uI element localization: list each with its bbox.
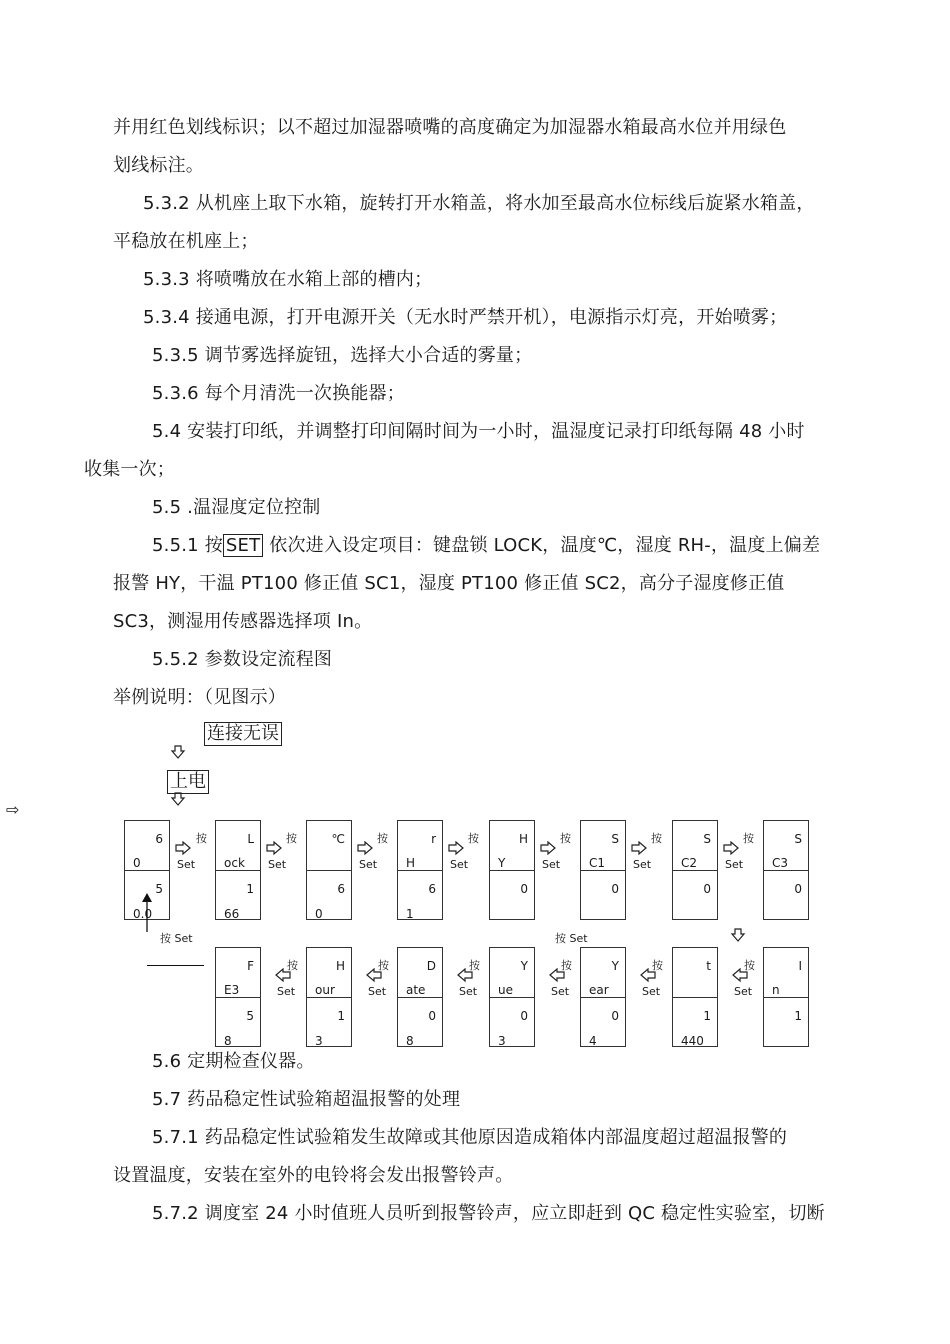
set-label: Set — [459, 985, 478, 998]
cell-bottom-value: 5 — [246, 1009, 254, 1023]
cell-top-suffix: ue — [498, 983, 513, 997]
paragraph-line: 报警 HY，干温 PT100 修正值 SC1，湿度 PT100 修正值 SC2，高分子湿度修正值 — [113, 573, 785, 594]
set-label: Set — [177, 858, 196, 871]
cell-top-code: L — [247, 832, 254, 846]
set-key-label: SET — [223, 534, 263, 557]
cell-bottom-suffix: 440 — [681, 1034, 704, 1048]
cell-bottom-value: 5 — [155, 882, 163, 896]
cell-bottom-suffix: 4 — [589, 1034, 597, 1048]
cell-top-suffix: our — [315, 983, 335, 997]
row2-display-cell — [215, 947, 261, 1047]
set-label: Set — [734, 985, 753, 998]
cell-bottom-suffix: 0 — [315, 907, 323, 921]
row1-display-cell — [580, 820, 626, 920]
section-5-3-4: 5.3.4 接通电源，打开电源开关（无水时严禁开机），电源指示灯亮，开始喷雾； — [143, 307, 788, 328]
section-5-3-5: 5.3.5 调节雾选择旋钮，选择大小合适的雾量； — [152, 345, 533, 366]
row1-display-cell — [672, 820, 718, 920]
cell-bottom-suffix: 8 — [406, 1034, 414, 1048]
cell-top-suffix: Y — [498, 856, 506, 870]
cell-bottom-suffix: 0.0 — [133, 907, 153, 921]
example-caption: 举例说明：（见图示） — [113, 687, 286, 708]
section-5-4: 5.4 安装打印纸，并调整打印间隔时间为一小时，温湿度记录打印纸每隔 48 小时 — [152, 421, 805, 442]
cell-bottom-value: 0 — [428, 1009, 436, 1023]
section-5-3-2: 5.3.2 从机座上取下水箱，旋转打开水箱盖，将水加至最高水位标线后旋紧水箱盖， — [143, 193, 815, 214]
right-arrow-icon — [540, 841, 557, 856]
cell-top-suffix: ate — [406, 983, 426, 997]
cell-bottom-value: 0 — [520, 1009, 528, 1023]
right-arrow-icon — [631, 841, 648, 856]
cell-bottom-suffix: 3 — [498, 1034, 506, 1048]
cell-top-suffix: 0 — [133, 856, 141, 870]
row2-display-cell — [489, 947, 535, 1047]
paragraph-line: 平稳放在机座上； — [113, 231, 259, 252]
cell-bottom-value: 1 — [703, 1009, 711, 1023]
paragraph-line: 划线标注。 — [113, 155, 204, 176]
cell-top-code: S — [794, 832, 802, 846]
right-arrow-icon — [448, 841, 465, 856]
press-label: 按 — [469, 959, 480, 972]
press-label: 按 — [651, 832, 662, 845]
cell-top-code: r — [431, 832, 436, 846]
cell-top-code: F — [247, 959, 254, 973]
press-label: 按 — [196, 832, 207, 845]
section-5-5-2: 5.5.2 参数设定流程图 — [152, 649, 333, 670]
cell-top-code: ℃ — [331, 832, 345, 846]
press-label: 按 — [561, 959, 572, 972]
power-label-box: 上电 — [167, 770, 209, 794]
down-arrow-icon — [170, 792, 186, 806]
return-press-set-label: 按 Set — [160, 932, 193, 945]
cell-bottom-suffix: 66 — [224, 907, 240, 921]
cell-top-code: S — [703, 832, 711, 846]
press-label: 按 — [287, 959, 298, 972]
right-arrow-icon — [175, 841, 192, 856]
press-label: 按 — [744, 959, 755, 972]
section-5-5-1-prefix: 5.5.1 按 — [152, 535, 223, 556]
right-arrow-icon — [266, 841, 283, 856]
press-label: 按 — [286, 832, 297, 845]
set-label: Set — [633, 858, 652, 871]
row1-display-cell — [306, 820, 352, 920]
row1-display-cell — [763, 820, 809, 920]
turn-press-set-label: 按 Set — [555, 932, 588, 945]
cell-top-suffix: ock — [224, 856, 245, 870]
down-arrow-icon — [730, 928, 746, 942]
start-label-box: 连接无误 — [204, 722, 282, 746]
cell-top-code: Y — [611, 959, 619, 973]
paragraph-line: SC3，测湿用传感器选择项 In。 — [113, 611, 373, 632]
cell-top-suffix: n — [772, 983, 780, 997]
set-label: Set — [368, 985, 387, 998]
set-label: Set — [359, 858, 378, 871]
cell-top-suffix: ear — [589, 983, 609, 997]
cell-top-code: H — [335, 959, 345, 973]
down-arrow-icon — [170, 745, 186, 759]
cell-bottom-value: 0 — [703, 882, 711, 896]
set-label: Set — [268, 858, 287, 871]
cell-bottom-value: 6 — [337, 882, 345, 896]
cell-bottom-value: 0 — [611, 882, 619, 896]
section-5-5: 5.5 .温湿度定位控制 — [152, 497, 321, 518]
press-label: 按 — [377, 832, 388, 845]
set-label: Set — [277, 985, 296, 998]
row1-display-cell — [489, 820, 535, 920]
section-5-5-1 — [152, 534, 820, 558]
row2-display-cell — [672, 947, 718, 1047]
cell-top-code: S — [611, 832, 619, 846]
cell-top-code: t — [706, 959, 711, 973]
paragraph-line: 收集一次； — [84, 459, 175, 480]
up-arrow-icon — [140, 892, 154, 932]
set-label: Set — [551, 985, 570, 998]
cell-bottom-suffix: 3 — [315, 1034, 323, 1048]
cell-top-code: 6 — [155, 832, 163, 846]
return-line — [147, 965, 204, 966]
cell-bottom-value: 1 — [794, 1009, 802, 1023]
cell-top-suffix: C3 — [772, 856, 789, 870]
cell-bottom-value: 0 — [794, 882, 802, 896]
cell-top-code: I — [798, 959, 802, 973]
set-label: Set — [725, 858, 744, 871]
press-label: 按 — [560, 832, 571, 845]
cell-bottom-value: 0 — [520, 882, 528, 896]
section-5-6: 5.6 定期检查仪器。 — [152, 1051, 315, 1072]
cell-top-suffix: H — [406, 856, 416, 870]
cell-top-suffix: E3 — [224, 983, 240, 997]
section-5-7-1: 5.7.1 药品稳定性试验箱发生故障或其他原因造成箱体内部温度超过超温报警的 — [152, 1127, 788, 1148]
row2-display-cell — [763, 947, 809, 1047]
section-5-3-6: 5.3.6 每个月清洗一次换能器； — [152, 383, 405, 404]
press-label: 按 — [468, 832, 479, 845]
set-label: Set — [642, 985, 661, 998]
cell-bottom-value: 6 — [428, 882, 436, 896]
cell-top-code: D — [426, 959, 436, 973]
row1-display-cell — [397, 820, 443, 920]
row1-display-cell — [215, 820, 261, 920]
right-arrow-icon — [723, 841, 740, 856]
section-5-7-2: 5.7.2 调度室 24 小时值班人员听到报警铃声，应立即赶到 QC 稳定性实验室，切断 — [152, 1203, 825, 1224]
row2-display-cell — [397, 947, 443, 1047]
cell-top-suffix: C1 — [589, 856, 606, 870]
cell-bottom-value: 0 — [611, 1009, 619, 1023]
paragraph-line: 设置温度，安装在室外的电铃将会发出报警铃声。 — [113, 1165, 514, 1186]
cell-top-code: Y — [520, 959, 528, 973]
press-label: 按 — [652, 959, 663, 972]
section-5-7: 5.7 药品稳定性试验箱超温报警的处理 — [152, 1089, 461, 1110]
cell-bottom-value: 1 — [246, 882, 254, 896]
set-label: Set — [450, 858, 469, 871]
section-5-5-1-suffix: 依次进入设定项目：键盘锁 LOCK，温度℃，湿度 RH-，温度上偏差 — [263, 535, 821, 556]
row2-display-cell — [306, 947, 352, 1047]
cell-bottom-value: 1 — [337, 1009, 345, 1023]
right-arrow-icon — [357, 841, 374, 856]
section-5-3-3: 5.3.3 将喷嘴放在水箱上部的槽内； — [143, 269, 433, 290]
paragraph-line: 并用红色划线标识；以不超过加湿器喷嘴的高度确定为加湿器水箱最高水位并用绿色 — [113, 117, 787, 138]
press-label: 按 — [378, 959, 389, 972]
cell-bottom-suffix: 8 — [224, 1034, 232, 1048]
cell-top-suffix: C2 — [681, 856, 698, 870]
cell-top-code: H — [518, 832, 528, 846]
set-label: Set — [542, 858, 561, 871]
left-arrow-marker: ⇨ — [6, 800, 20, 819]
row2-display-cell — [580, 947, 626, 1047]
press-label: 按 — [743, 832, 754, 845]
cell-bottom-suffix: 1 — [406, 907, 414, 921]
